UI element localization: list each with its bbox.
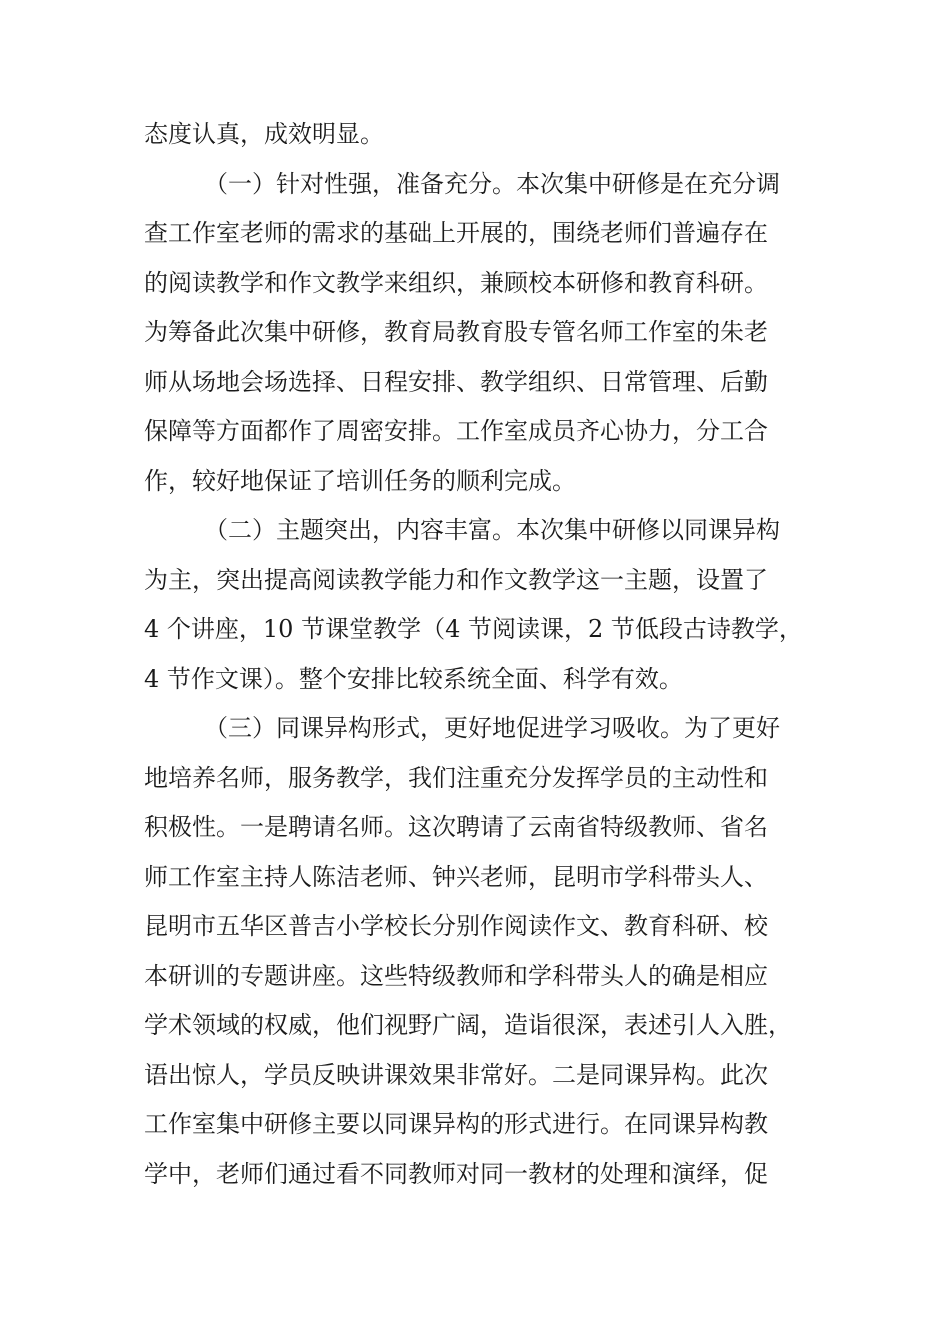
text-line: 作，较好地保证了培训任务的顺利完成。 bbox=[144, 466, 576, 495]
text-line: 4 个讲座，10 节课堂教学（4 节阅读课，2 节低段古诗教学， bbox=[144, 615, 803, 643]
text-line: （三）同课异构形式，更好地促进学习吸收。为了更好 bbox=[204, 714, 780, 742]
text-line: 工作室集中研修主要以同课异构的形式进行。在同课异构教 bbox=[144, 1110, 768, 1138]
text-line: 积极性。一是聘请名师。这次聘请了云南省特级教师、省名 bbox=[144, 813, 768, 841]
text-line: （一）针对性强，准备充分。本次集中研修是在充分调 bbox=[204, 169, 780, 198]
text-line: 语出惊人，学员反映讲课效果非常好。二是同课异构。此次 bbox=[144, 1060, 768, 1089]
text-line: （二）主题突出，内容丰富。本次集中研修以同课异构 bbox=[204, 516, 780, 544]
text-line: 学中，老师们通过看不同教师对同一教材的处理和演绎，促 bbox=[144, 1159, 768, 1188]
text-line: 师工作室主持人陈洁老师、钟兴老师，昆明市学科带头人、 bbox=[144, 862, 768, 891]
text-line: 学术领域的权威，他们视野广阔，造诣很深，表述引人入胜， bbox=[144, 1011, 792, 1039]
text-line: 地培养名师，服务教学，我们注重充分发挥学员的主动性和 bbox=[144, 763, 768, 792]
text-line: 态度认真，成效明显。 bbox=[144, 120, 384, 148]
text-line: 本研训的专题讲座。这些特级教师和学科带头人的确是相应 bbox=[144, 961, 768, 990]
text-line: 为主，突出提高阅读教学能力和作文教学这一主题，设置了 bbox=[144, 565, 768, 594]
text-line: 昆明市五华区普吉小学校长分别作阅读作文、教育科研、校 bbox=[144, 912, 768, 940]
document-body bbox=[144, 110, 809, 1199]
text-line: 的阅读教学和作文教学来组织，兼顾校本研修和教育科研。 bbox=[144, 268, 768, 297]
text-line: 师从场地会场选择、日程安排、教学组织、日常管理、后勤 bbox=[144, 367, 768, 396]
text-line: 为筹备此次集中研修，教育局教育股专管名师工作室的朱老 bbox=[144, 318, 768, 346]
text-line: 保障等方面都作了周密安排。工作室成员齐心协力，分工合 bbox=[144, 417, 768, 445]
text-line: 查工作室老师的需求的基础上开展的，围绕老师们普遍存在 bbox=[144, 219, 768, 247]
text-line: 4 节作文课）。整个安排比较系统全面、科学有效。 bbox=[144, 664, 683, 693]
